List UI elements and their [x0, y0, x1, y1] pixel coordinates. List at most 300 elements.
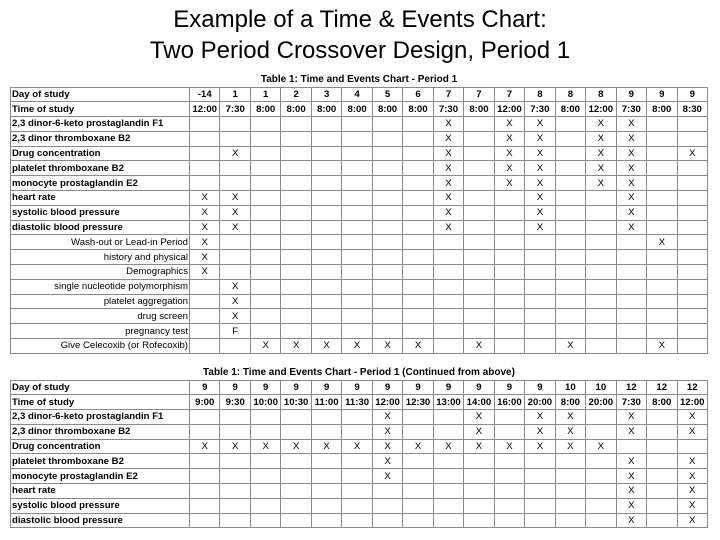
- table-cell: [250, 250, 280, 265]
- table-cell: X: [220, 220, 250, 235]
- table-cell: [220, 339, 250, 354]
- table-cell: [464, 265, 494, 280]
- table-row: [11, 117, 708, 132]
- table-cell: 9:00: [190, 395, 220, 410]
- table-cell: [372, 279, 402, 294]
- table-cell: [525, 324, 555, 339]
- table-cell: [372, 161, 402, 176]
- table-cell: [281, 279, 311, 294]
- table-cell: [677, 176, 708, 191]
- table-cell: X: [616, 513, 646, 528]
- table-cell: [190, 131, 220, 146]
- table-cell: [250, 279, 280, 294]
- table-cell: [403, 469, 433, 484]
- table-cell: [403, 117, 433, 132]
- table-cell: 6: [403, 87, 433, 102]
- table-cell: [464, 235, 494, 250]
- table-row: [11, 146, 708, 161]
- table-cell: 8:00: [647, 102, 677, 117]
- row-label: pregnancy test: [11, 324, 190, 339]
- table-cell: [647, 324, 677, 339]
- table-cell: [311, 235, 341, 250]
- row-label: monocyte prostaglandin E2: [11, 469, 190, 484]
- table-cell: [647, 117, 677, 132]
- table-cell: 8: [555, 87, 585, 102]
- table-cell: [311, 513, 341, 528]
- table-cell: [342, 220, 372, 235]
- table-cell: [372, 513, 402, 528]
- table-cell: [433, 324, 463, 339]
- table-cell: X: [555, 410, 585, 425]
- table-cell: [311, 131, 341, 146]
- table-cell: X: [586, 146, 616, 161]
- table-cell: [433, 235, 463, 250]
- table-cell: [525, 265, 555, 280]
- table-cell: [647, 220, 677, 235]
- table-cell: [342, 235, 372, 250]
- table-cell: [586, 410, 616, 425]
- table-cell: [342, 324, 372, 339]
- table-cell: X: [586, 131, 616, 146]
- table-cell: 3: [311, 87, 341, 102]
- row-label: history and physical: [11, 250, 190, 265]
- table-row: [11, 454, 708, 469]
- table-cell: [281, 294, 311, 309]
- row-label: 2,3 dinor-6-keto prostaglandin F1: [11, 410, 190, 425]
- table-cell: [677, 131, 708, 146]
- table-row: [11, 439, 708, 454]
- table-cell: [403, 146, 433, 161]
- table-cell: [494, 309, 524, 324]
- table-cell: 13:00: [433, 395, 463, 410]
- slide-title-line-1: Example of a Time & Events Chart:: [173, 6, 547, 33]
- table-cell: 8:00: [464, 102, 494, 117]
- table-cell: [372, 176, 402, 191]
- table-cell: [342, 513, 372, 528]
- table-cell: [494, 469, 524, 484]
- table-cell: [403, 265, 433, 280]
- table-cell: [433, 250, 463, 265]
- table-cell: X: [433, 117, 463, 132]
- table-cell: [281, 454, 311, 469]
- row-label: platelet thromboxane B2: [11, 161, 190, 176]
- table-cell: [281, 265, 311, 280]
- table-cell: X: [372, 410, 402, 425]
- table-cell: 1: [250, 87, 280, 102]
- table-cell: [250, 131, 280, 146]
- table-cell: [403, 131, 433, 146]
- table-cell: X: [616, 191, 646, 206]
- table-row: [11, 294, 708, 309]
- table-cell: 8: [525, 87, 555, 102]
- table-row: [11, 205, 708, 220]
- table-cell: X: [464, 410, 494, 425]
- table-cell: [281, 161, 311, 176]
- table-cell: 8:00: [372, 102, 402, 117]
- table-cell: X: [525, 424, 555, 439]
- table-cell: [494, 220, 524, 235]
- table-cell: [555, 146, 585, 161]
- row-label: systolic blood pressure: [11, 498, 190, 513]
- table-cell: [677, 250, 708, 265]
- table-cell: [220, 131, 250, 146]
- table-cell: [647, 424, 677, 439]
- table-cell: X: [525, 146, 555, 161]
- table-cell: X: [433, 176, 463, 191]
- table-cell: [494, 205, 524, 220]
- table-cell: [403, 309, 433, 324]
- table-cell: [494, 235, 524, 250]
- table-cell: X: [616, 484, 646, 499]
- table-cell: [586, 235, 616, 250]
- table-cell: [220, 161, 250, 176]
- table-cell: [586, 498, 616, 513]
- table-cell: [342, 484, 372, 499]
- table-cell: [403, 424, 433, 439]
- table-row: [11, 161, 708, 176]
- table-cell: 9: [311, 380, 341, 395]
- table-row: [11, 279, 708, 294]
- table-cell: [190, 424, 220, 439]
- table-cell: [586, 205, 616, 220]
- table-cell: 16:00: [494, 395, 524, 410]
- table-cell: [433, 454, 463, 469]
- table-cell: [281, 424, 311, 439]
- table-cell: [250, 410, 280, 425]
- table-cell: X: [403, 439, 433, 454]
- table-cell: 12:00: [494, 102, 524, 117]
- table-cell: X: [586, 117, 616, 132]
- table-cell: X: [250, 339, 280, 354]
- table-cell: X: [494, 176, 524, 191]
- table-cell: [586, 339, 616, 354]
- table-cell: [525, 279, 555, 294]
- table-cell: [464, 176, 494, 191]
- table-cell: X: [525, 131, 555, 146]
- table-cell: [281, 191, 311, 206]
- row-label: systolic blood pressure: [11, 205, 190, 220]
- table-cell: [190, 117, 220, 132]
- table-cell: [616, 309, 646, 324]
- table-cell: [342, 161, 372, 176]
- table-cell: [403, 205, 433, 220]
- table-cell: [190, 469, 220, 484]
- table-cell: [342, 498, 372, 513]
- table-cell: [190, 146, 220, 161]
- table-cell: 1: [220, 87, 250, 102]
- table-cell: [555, 469, 585, 484]
- table-cell: 7: [433, 87, 463, 102]
- table-cell: [677, 339, 708, 354]
- table-cell: [433, 424, 463, 439]
- table-cell: [372, 324, 402, 339]
- table-cell: X: [464, 424, 494, 439]
- table-cell: [494, 294, 524, 309]
- table-cell: [616, 279, 646, 294]
- table-cell: [677, 220, 708, 235]
- table-cell: [250, 309, 280, 324]
- table-cell: [586, 220, 616, 235]
- table-cell: [342, 454, 372, 469]
- row-label: Drug concentration: [11, 439, 190, 454]
- table-cell: [403, 191, 433, 206]
- table-cell: [647, 131, 677, 146]
- table-cell: 8:00: [250, 102, 280, 117]
- table-cell: [464, 191, 494, 206]
- table-cell: 10:30: [281, 395, 311, 410]
- table-cell: X: [250, 439, 280, 454]
- table-cell: [464, 469, 494, 484]
- table-cell: X: [616, 454, 646, 469]
- table-cell: [372, 117, 402, 132]
- row-label: platelet thromboxane B2: [11, 454, 190, 469]
- table-cell: [555, 484, 585, 499]
- table-cell: [311, 220, 341, 235]
- row-label: drug screen: [11, 309, 190, 324]
- table-cell: F: [220, 324, 250, 339]
- table-cell: X: [372, 439, 402, 454]
- table-cell: X: [433, 220, 463, 235]
- table-cell: [311, 454, 341, 469]
- row-label: Time of study: [11, 395, 190, 410]
- table-cell: [250, 484, 280, 499]
- table-cell: [464, 205, 494, 220]
- table-cell: [311, 324, 341, 339]
- table-cell: [494, 250, 524, 265]
- table-cell: [555, 161, 585, 176]
- table-cell: 12:00: [677, 395, 708, 410]
- table-cell: 10: [555, 380, 585, 395]
- table-cell: [464, 484, 494, 499]
- table-cell: 12: [647, 380, 677, 395]
- table-cell: [342, 469, 372, 484]
- table-cell: X: [677, 498, 708, 513]
- table-cell: [433, 469, 463, 484]
- table-cell: [250, 324, 280, 339]
- table-cell: [555, 324, 585, 339]
- row-label: Drug concentration: [11, 146, 190, 161]
- table-cell: X: [494, 131, 524, 146]
- table-cell: X: [190, 265, 220, 280]
- table-cell: [586, 309, 616, 324]
- table-cell: [403, 235, 433, 250]
- table-cell: [403, 484, 433, 499]
- table-row: [11, 131, 708, 146]
- table-cell: [586, 513, 616, 528]
- table-cell: X: [616, 410, 646, 425]
- table-cell: [647, 161, 677, 176]
- table-cell: [647, 176, 677, 191]
- table-cell: [433, 294, 463, 309]
- table-row: [11, 380, 708, 395]
- table-cell: [311, 410, 341, 425]
- table-row: [11, 220, 708, 235]
- table-cell: [464, 161, 494, 176]
- table-cell: [281, 146, 311, 161]
- table-cell: [525, 309, 555, 324]
- table-cell: [616, 324, 646, 339]
- table-cell: X: [433, 161, 463, 176]
- table-row: [11, 324, 708, 339]
- table-cell: X: [372, 469, 402, 484]
- row-label: monocyte prostaglandin E2: [11, 176, 190, 191]
- table-cell: [190, 339, 220, 354]
- table-cell: [250, 117, 280, 132]
- table-row: [11, 484, 708, 499]
- table-cell: [250, 294, 280, 309]
- table-cell: [647, 191, 677, 206]
- table-cell: [403, 250, 433, 265]
- table-cell: [464, 146, 494, 161]
- table-cell: [464, 498, 494, 513]
- table-cell: X: [677, 469, 708, 484]
- table-cell: X: [616, 146, 646, 161]
- table-cell: [586, 484, 616, 499]
- slide-title-line-2: Two Period Crossover Design, Period 1: [149, 37, 571, 64]
- table-cell: [250, 454, 280, 469]
- table-cell: [433, 484, 463, 499]
- table-cell: [342, 176, 372, 191]
- table-cell: [555, 265, 585, 280]
- table-cell: [494, 339, 524, 354]
- table-cell: [220, 424, 250, 439]
- table-cell: 9: [677, 87, 708, 102]
- table-cell: 9: [342, 380, 372, 395]
- table-cell: X: [525, 410, 555, 425]
- table-cell: [433, 513, 463, 528]
- table-cell: [311, 424, 341, 439]
- table-cell: -14: [190, 87, 220, 102]
- table-cell: [311, 146, 341, 161]
- table-cell: 9:30: [220, 395, 250, 410]
- table-cell: [220, 469, 250, 484]
- table-cell: [586, 294, 616, 309]
- table-cell: 9: [464, 380, 494, 395]
- table-cell: [647, 513, 677, 528]
- table-cell: [677, 265, 708, 280]
- table-cell: [250, 498, 280, 513]
- table-cell: X: [220, 309, 250, 324]
- table-cell: X: [677, 484, 708, 499]
- table-cell: [555, 309, 585, 324]
- table-cell: [464, 324, 494, 339]
- table-cell: [677, 191, 708, 206]
- table-cell: [342, 131, 372, 146]
- table-cell: X: [586, 161, 616, 176]
- table-cell: [647, 469, 677, 484]
- table-cell: [494, 424, 524, 439]
- table-cell: [281, 324, 311, 339]
- table-cell: 12:00: [586, 102, 616, 117]
- table-cell: [342, 265, 372, 280]
- table-cell: 8:00: [281, 102, 311, 117]
- table-cell: [586, 250, 616, 265]
- table-caption-row: [11, 366, 708, 380]
- table-cell: [190, 498, 220, 513]
- table-row: [11, 395, 708, 410]
- table-cell: 2: [281, 87, 311, 102]
- table-cell: [311, 469, 341, 484]
- table-cell: 8:00: [555, 102, 585, 117]
- row-label: diastolic blood pressure: [11, 220, 190, 235]
- table-cell: [525, 454, 555, 469]
- table-cell: [494, 513, 524, 528]
- table-cell: [250, 205, 280, 220]
- table-cell: 7:30: [433, 102, 463, 117]
- table-cell: 9: [190, 380, 220, 395]
- table-cell: [342, 205, 372, 220]
- row-label: platelet aggregation: [11, 294, 190, 309]
- table-cell: X: [616, 220, 646, 235]
- table-cell: 20:00: [525, 395, 555, 410]
- table-cell: X: [220, 205, 250, 220]
- table-row: [11, 410, 708, 425]
- table-cell: [190, 513, 220, 528]
- row-label: Wash-out or Lead-in Period: [11, 235, 190, 250]
- row-label: 2,3 dinor thromboxane B2: [11, 131, 190, 146]
- table-cell: X: [647, 235, 677, 250]
- row-label: heart rate: [11, 484, 190, 499]
- table-cell: [555, 235, 585, 250]
- table-cell: [311, 205, 341, 220]
- table-cell: [250, 176, 280, 191]
- table-cell: [525, 294, 555, 309]
- table-cell: [677, 117, 708, 132]
- table-cell: 8:00: [311, 102, 341, 117]
- table-1-continued: [10, 366, 708, 528]
- table-cell: X: [586, 176, 616, 191]
- table-cell: [403, 410, 433, 425]
- table-cell: [555, 176, 585, 191]
- table-cell: X: [525, 161, 555, 176]
- table-cell: [555, 117, 585, 132]
- table-cell: X: [555, 424, 585, 439]
- table-cell: 8:00: [342, 102, 372, 117]
- table-cell: [220, 265, 250, 280]
- table-cell: [525, 513, 555, 528]
- table-cell: X: [616, 117, 646, 132]
- table-row: [11, 309, 708, 324]
- table-cell: [250, 161, 280, 176]
- table-cell: 5: [372, 87, 402, 102]
- table-cell: [586, 424, 616, 439]
- table-cell: [190, 279, 220, 294]
- table-cell: [647, 205, 677, 220]
- table-cell: [494, 454, 524, 469]
- table-cell: 4: [342, 87, 372, 102]
- table-cell: [433, 339, 463, 354]
- table-cell: X: [190, 439, 220, 454]
- table-cell: [220, 235, 250, 250]
- table-cell: [190, 484, 220, 499]
- table-cell: [372, 235, 402, 250]
- table-cell: [647, 250, 677, 265]
- table-cell: X: [433, 146, 463, 161]
- table-cell: [464, 294, 494, 309]
- table-cell: [586, 454, 616, 469]
- table-cell: X: [342, 339, 372, 354]
- table-cell: [342, 424, 372, 439]
- table-cell: 11:30: [342, 395, 372, 410]
- row-label: Day of study: [11, 380, 190, 395]
- table-cell: X: [281, 339, 311, 354]
- table-cell: [311, 484, 341, 499]
- table-cell: X: [433, 205, 463, 220]
- table-cell: [281, 220, 311, 235]
- table-cell: [647, 410, 677, 425]
- table-cell: 12:00: [190, 102, 220, 117]
- table-cell: [586, 265, 616, 280]
